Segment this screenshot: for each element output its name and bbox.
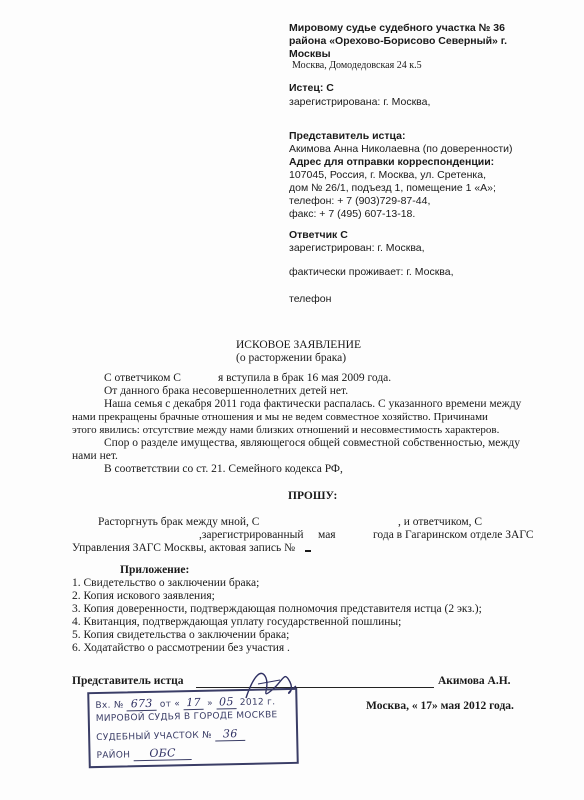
plaintiff-label: Истец: С — [289, 82, 334, 94]
attachments-heading: Приложение: — [120, 564, 190, 576]
signature-name: Акимова А.Н. — [438, 675, 511, 687]
body-p3-line-3: этого явились: отсутствие между нами близких отношений и несовместимость характеров. — [72, 424, 500, 436]
attachment-item: 6. Ходатайство о рассмотрении без участия . — [72, 642, 290, 654]
stamp-day: 17 — [183, 696, 204, 710]
attachment-item: 1. Свидетельство о заключении брака; — [72, 577, 260, 589]
stamp-area-value: ОБС — [133, 746, 192, 761]
court-address: Москва, Домодедовская 24 к.5 — [292, 60, 422, 71]
request-line-2-b: мая — [318, 529, 336, 541]
defendant-label: Ответчик С — [289, 229, 348, 241]
stamp-year: 2012 г. — [239, 697, 276, 709]
attachment-item: 2. Копия искового заявления; — [72, 590, 215, 602]
attachment-item: 4. Квитанция, подтверждающая уплату государственной пошлины; — [72, 616, 402, 628]
representative-name: Акимова Анна Николаевна (по доверенности) — [289, 143, 513, 155]
stamp-incoming-label: Вх. № — [95, 700, 124, 712]
stamp-incoming-number: 673 — [127, 697, 157, 712]
plaintiff-registered: зарегистрирована: г. Москва, — [289, 96, 431, 108]
body-p2: От данного брака несовершеннолетних детей нет. — [104, 385, 349, 397]
request-line-2-a: ,зарегистрированный — [199, 529, 304, 541]
request-line-1-start: Расторгнуть брак между мной, С — [98, 516, 260, 528]
addressee-line-1: Мировому судье судебного участка № 36 — [289, 22, 505, 34]
stamp-from-label: от « — [159, 699, 181, 710]
defendant-registered: зарегистрирован: г. Москва, — [289, 242, 425, 254]
body-p4-line-1: Спор о разделе имущества, являющегося общей совместной собственностью, между — [104, 437, 520, 449]
attachment-item: 3. Копия доверенности, подтверждающая полномочия представителя истца (2 экз.); — [72, 603, 482, 615]
signature-label: Представитель истца — [72, 675, 184, 687]
representative-address-line-1: 107045, Россия, г. Москва, ул. Сретенка, — [289, 169, 487, 181]
body-p1-start: С ответчиком С — [104, 372, 181, 384]
representative-address-line-2: дом № 26/1, подъезд 1, помещение 1 «А»; — [289, 182, 496, 194]
body-p3-line-1: Наша семья с декабря 2011 года фактически распалась. С указанного времени между — [104, 398, 522, 410]
stamp-area-label: РАЙОН — [96, 750, 131, 762]
body-p5: В соответствии со ст. 21. Семейного кодекса РФ, — [104, 463, 343, 475]
request-line-1-end: , и ответчиком, С — [398, 516, 483, 528]
request-line-3: Управления ЗАГС Москвы, актовая запись № — [72, 542, 296, 554]
representative-phone: телефон: + 7 (903)729-87-44, — [289, 195, 431, 207]
addressee-line-3: Москвы — [289, 48, 331, 60]
representative-label: Представитель истца: — [289, 130, 406, 142]
stamp-district-label: СУДЕБНЫЙ УЧАСТОК № — [96, 730, 212, 744]
stamp-court-name: МИРОВОЙ СУДЬЯ В ГОРОДЕ МОСКВЕ — [95, 710, 278, 725]
court-intake-stamp — [87, 688, 299, 768]
signature-line — [196, 687, 434, 688]
addressee-line-2: района «Орехово-Борисово Северный» г. — [289, 35, 508, 47]
body-p1-end: я вступила в брак 16 мая 2009 года. — [218, 372, 392, 384]
body-p4-line-2: нами нет. — [72, 450, 118, 462]
representative-address-label: Адрес для отправки корреспонденции: — [289, 156, 495, 168]
attachment-item: 5. Копия свидетельства о заключении брака; — [72, 629, 290, 641]
representative-fax: факс: + 7 (495) 607-13-18. — [289, 208, 416, 220]
stamp-quote: » — [207, 698, 214, 709]
stamp-district-number: 36 — [215, 727, 246, 742]
body-p3-line-2: нами прекращены брачные отношения и мы не ведем совместное хозяйство. Причинами — [72, 411, 488, 423]
place-and-date: Москва, « 17» мая 2012 года. — [366, 700, 514, 712]
document-title: ИСКОВОЕ ЗАЯВЛЕНИЕ — [236, 339, 361, 351]
request-heading: ПРОШУ: — [288, 490, 338, 502]
stamp-month: 05 — [216, 695, 237, 709]
record-number-dot — [305, 550, 311, 552]
defendant-phone: телефон — [289, 293, 332, 305]
defendant-resides: фактически проживает: г. Москва, — [289, 266, 454, 278]
request-line-2-c: года в Гагаринском отделе ЗАГС — [373, 529, 534, 541]
document-subtitle: (о расторжении брака) — [236, 352, 347, 364]
